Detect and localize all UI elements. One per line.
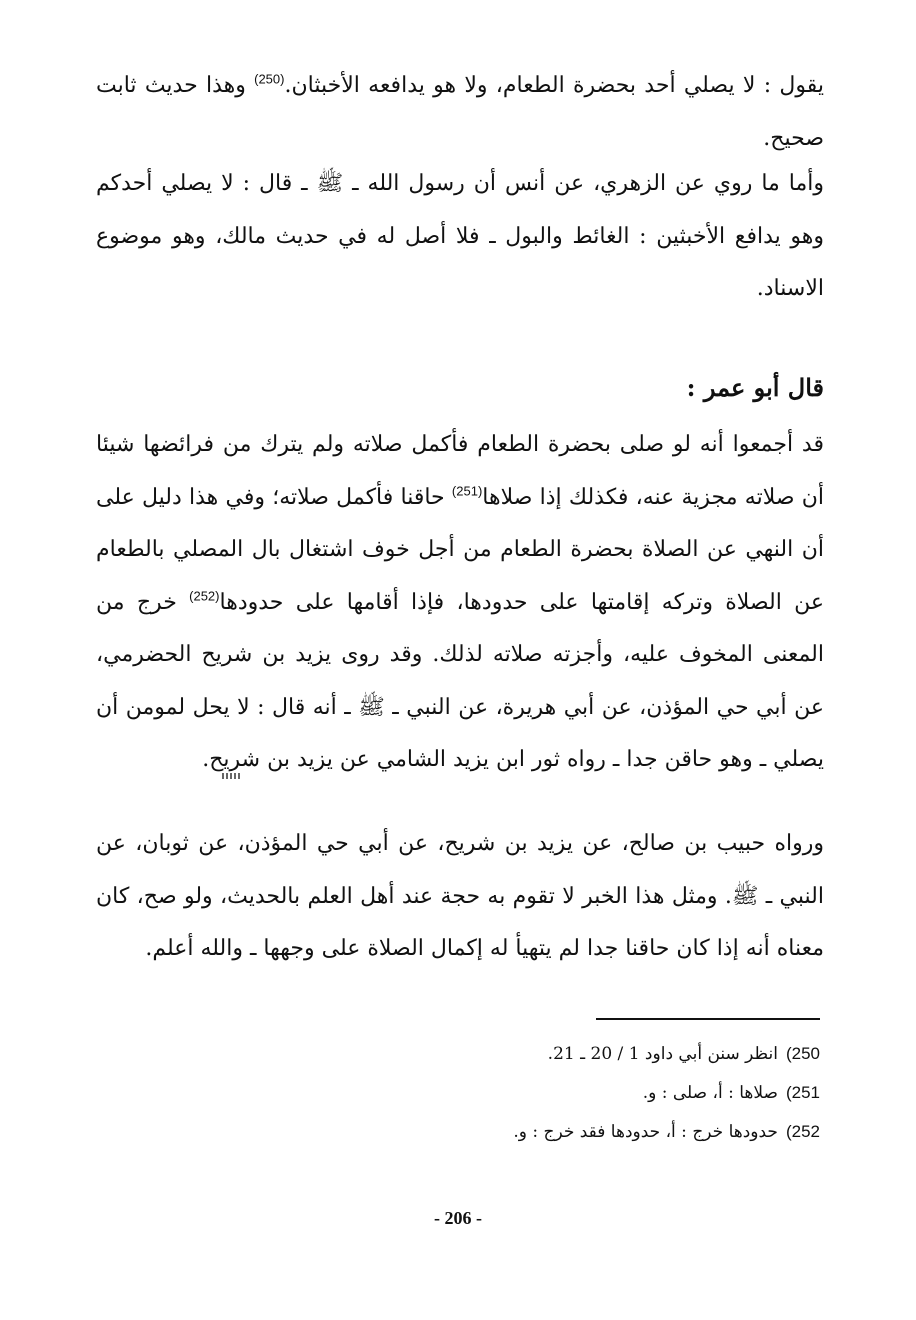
footnote-text: انظر سنن أبي داود 1 / 20 ـ 21. — [547, 1044, 778, 1064]
footnote-text: حدودها خرج : أ، حدودها فقد خرج : و. — [513, 1122, 778, 1142]
footnote-text: صلاها : أ، صلى : و. — [642, 1083, 778, 1103]
footnote-number: 250) — [785, 1044, 820, 1063]
paragraph-4: ورواه حبيب بن صالح، عن يزيد بن شريح، عن أبي حي المؤذن، عن ثوبان، عن النبي ـ ﷺ. ومثل هذا الخبر لا تقوم به حجة عند أهل العلم بالحديث، ولو صح، كان معناه أنه إذا كان حاقنا جدا لم يتهيأ له إكمال الصلاة على وجهها ـ والله أعلم. — [96, 831, 824, 961]
page-number: - 206 - — [434, 1208, 482, 1228]
footnote-ref-250: (250) — [254, 71, 285, 87]
footnote-ref-252: (252) — [189, 588, 220, 604]
footnote-250 — [548, 1042, 820, 1066]
paragraph-3-text-b: حاقنا فأكمل صلاته؛ وفي هذا دليل على أن النهي عن الصلاة بحضرة الطعام من أجل خوف اشتغال بال المصلي بالطعام عن الصلاة وتركه إقامتها على حدودها، فإذا أقامها على حدودها — [96, 484, 824, 615]
scan-artifact — [222, 773, 242, 779]
footnote-number: 251) — [785, 1083, 820, 1102]
paragraph-1-text-a: يقول : لا يصلي أحد بحضرة الطعام، ولا هو يدافعه الأخبثان. — [284, 73, 824, 98]
paragraph-2: وأما ما روي عن الزهري، عن أنس أن رسول الله ـ ﷺ ـ قال : لا يصلي أحدكم وهو يدافع الأخبثين : الغائط والبول ـ فلا أصل له في حديث مالك، وهو موضوع الاسناد. — [96, 171, 824, 301]
section-heading: قال أبو عمر : — [686, 373, 824, 402]
footnote-number: 252) — [785, 1122, 820, 1141]
paragraph-3-text-c: خرج من المعنى المخوف عليه، وأجزته صلاته لذلك. وقد روى يزيد بن شريح الحضرمي، عن أبي حي المؤذن، عن أبي هريرة، عن النبي ـ ﷺ ـ أنه قال : لا يحل لمومن أن يصلي ـ وهو حاقن جدا ـ رواه ثور ابن يزيد الشامي عن يزيد بن شريح. — [96, 589, 824, 772]
paragraph-3 — [96, 419, 824, 787]
paragraph-1-text-b: وهذا حديث ثابت صحيح. — [96, 73, 824, 151]
paragraph-1 — [96, 60, 824, 165]
footnote-ref-251: (251) — [451, 483, 483, 499]
paragraph-3-text-a: قد أجمعوا أنه لو صلى بحضرة الطعام فأكمل صلاته ولم يترك من فرائضها شيئا أن صلاته مجزية عنه، فكذلك إذا صلاها — [96, 432, 825, 510]
footnote-252 — [513, 1120, 820, 1144]
footnote-251 — [643, 1081, 820, 1105]
footnote-separator — [596, 1018, 820, 1020]
